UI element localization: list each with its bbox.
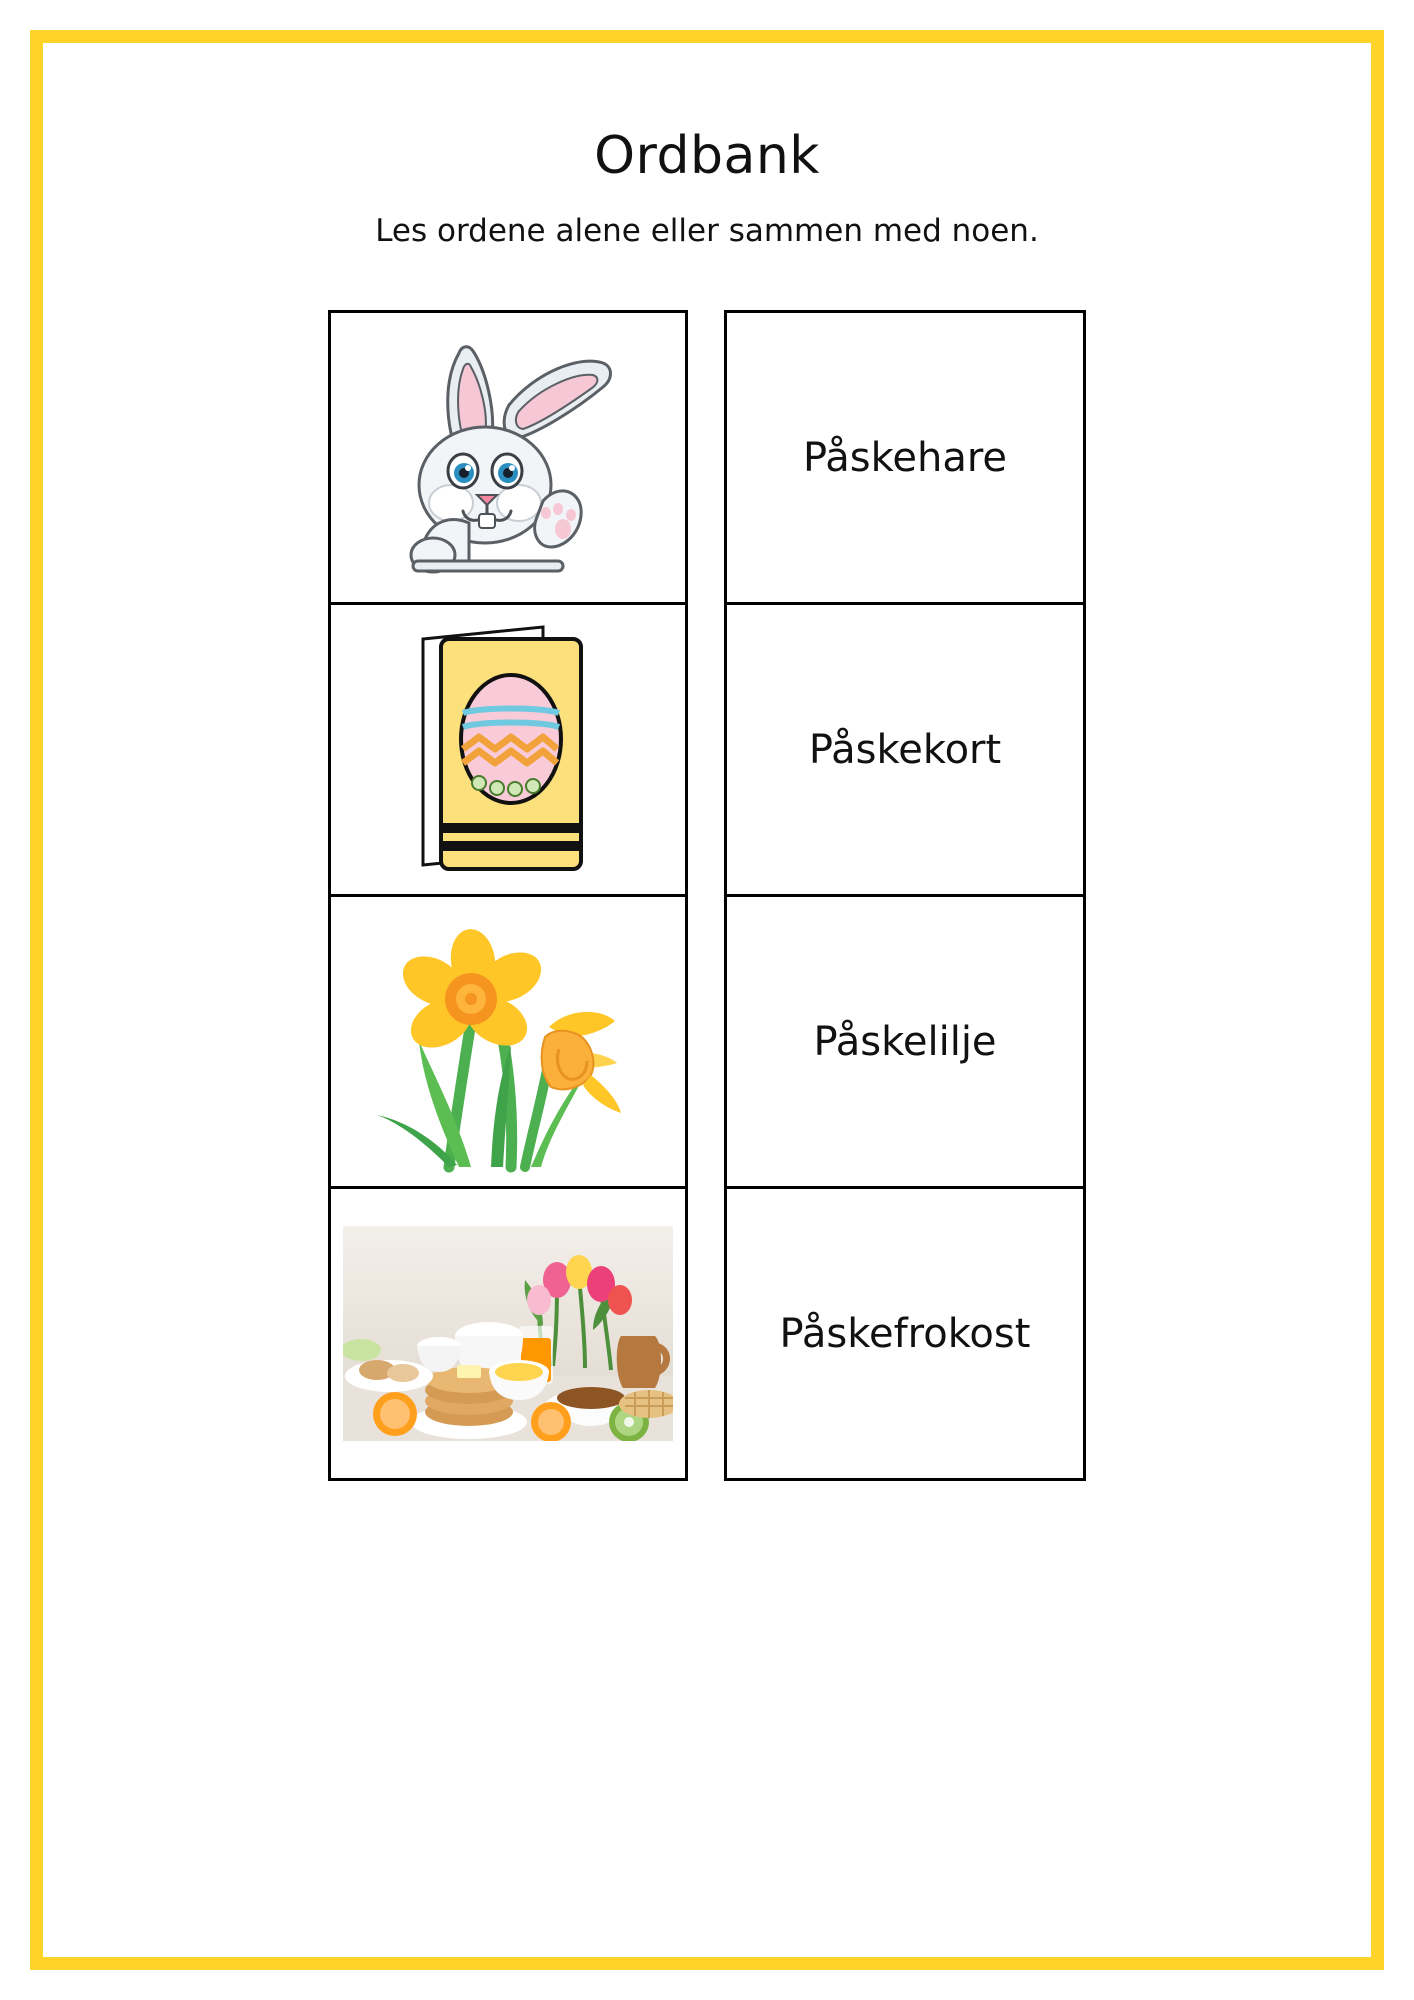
word-label: Påskelilje: [813, 1018, 997, 1065]
easter-breakfast-photo: [343, 1226, 673, 1441]
table-row: [724, 894, 1086, 1189]
daffodil-illustration: [353, 909, 663, 1174]
table-row: [724, 602, 1086, 897]
page-subtitle: Les ordene alene eller sammen med noen.: [375, 213, 1039, 250]
word-label: Påskekort: [808, 726, 1002, 773]
easter-bunny-illustration: [373, 333, 643, 583]
word-column: [724, 310, 1086, 1478]
table-row: [724, 310, 1086, 605]
page-title: Ordbank: [594, 126, 820, 186]
image-column: [328, 310, 688, 1478]
table-row: [328, 1186, 688, 1481]
word-label: Påskehare: [802, 434, 1008, 481]
worksheet-content: [60, 60, 1354, 1940]
easter-card-illustration: [393, 617, 623, 882]
word-bank-table: [328, 310, 1086, 1478]
table-row: [328, 894, 688, 1189]
table-row: [328, 602, 688, 897]
table-row: [328, 310, 688, 605]
word-label: Påskefrokost: [779, 1310, 1031, 1357]
table-row: [724, 1186, 1086, 1481]
